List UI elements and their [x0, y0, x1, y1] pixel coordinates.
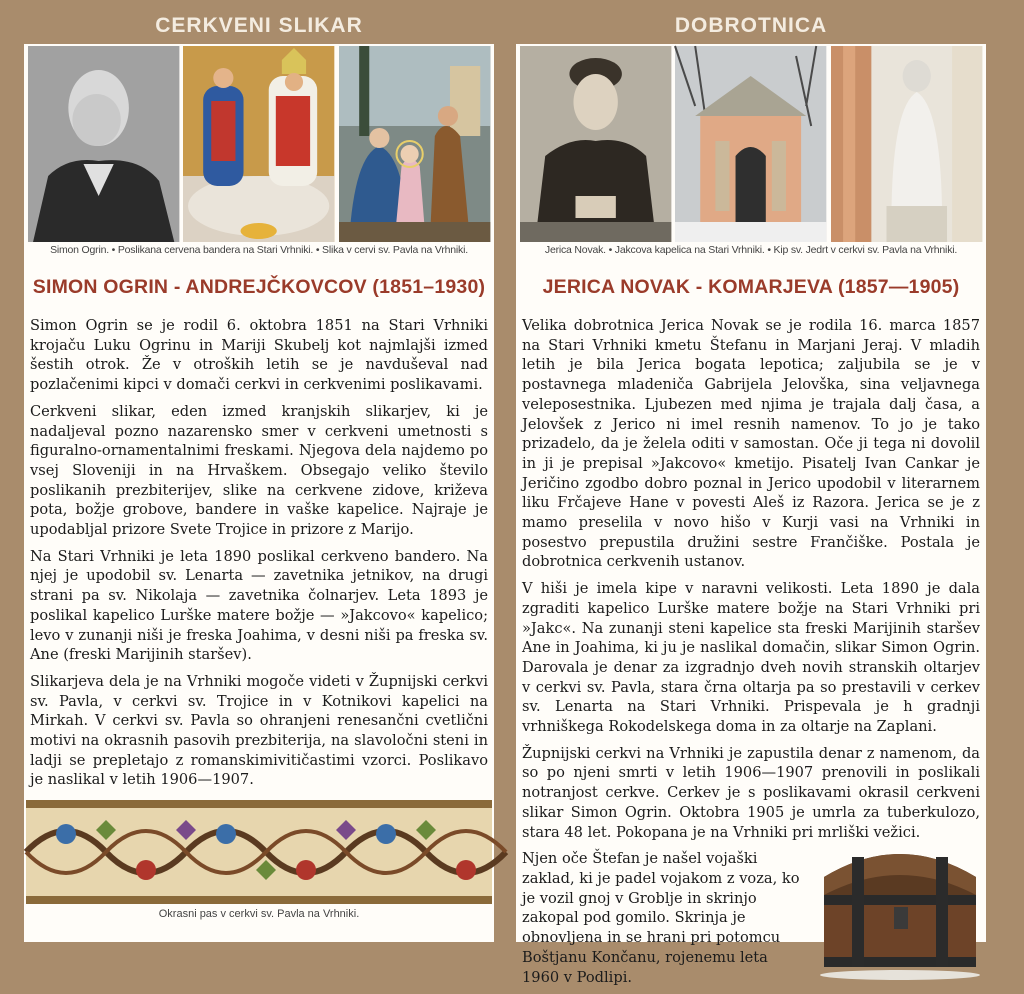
portrait-photo-jerica-novak: [520, 46, 671, 242]
paragraph: Cerkveni slikar, eden izmed kranjskih slikarjev, ki je nadaljeval pozno nazarensko smer v cerkveni umetnosti s figuralno-ornamentalnimi freskami. Njegova dela najdemo po vsej Sloveniji in na Hrvaškem. Obsegajo veliko število poslikanih prezbiterijev, slike na cerkvene zidove, križeva pota, božje grobove, bandere in vaške kapelice. Najraje je upodabljal prizore Svete Trojice in prizore z Marijo.: [30, 402, 488, 539]
paragraph-with-chest: [522, 849, 980, 987]
banner-painting-photo: [183, 46, 334, 242]
chapel-photo: [675, 46, 826, 242]
paragraph: Velika dobrotnica Jerica Novak se je rodila 16. marca 1857 na Stari Vrhniki kmetu Štefanu in Marjani Jeraj. V mladih letih je bila Jerica bogata lepotica; zaljubila se je v postavnega mladeniča Gabrijela Jelovška, sina veljavnega veleposestnika. Ljubezen med njima je trajala dalj časa, a Jelovšek z Jerico ni imel resnih namenov. To jo je tako prizadelo, da je želela oditi v samostan. Oče ji tega ni dovolil in ji je prepisal »Jakcovo« kmetijo. Pisatelj Ivan Cankar je Jeričino zgodbo dobro poznal in Jerico upodobil v literarnem liku Frčajeve Hane v povesti Aleš iz Razora. Jerica se je z mamo preselila v novo hišo v Kurji vasi na Vrhniki in posestvo prepustila družini sestre Frančiške. Postala je dobrotnica cerkvenih ustanov.: [522, 317, 980, 571]
paragraph: Na Stari Vrhniki je leta 1890 poslikal cerkveno bandero. Na njej je upodobil sv. Lenarta — zavetnika jetnikov, na drugi strani pa sv. Nikolaja — zavetnika čolnarjev. Leta 1893 je poslikal kapelico Lurške matere božje — »Jakcovo« kapelico; levo v zunanji niši je freska Joahima, v desni niši pa freska sv. Ane (freski Marijinih staršev).: [30, 547, 488, 664]
paragraph: Župnijski cerkvi na Vrhniki je zapustila denar z namenom, da so po njeni smrti v letih 1906—1907 prenovili in poslikali notranjost cerkve. Cerkev je s poslikavami okrasil cerkveni slikar Simon Ogrin. Oktobra 1905 je umrla za tuberkulozo, stara 48 let. Pokopana je na Vrhniki pri mrliški vežici.: [522, 744, 980, 841]
section-title: DOBROTNICA: [674, 14, 828, 37]
paper-panel: [516, 44, 986, 986]
column-dobrotnica: [516, 0, 986, 986]
photo-captions: Simon Ogrin. • Poslikana cervena bandera na Stari Vrhniki. • Slika v cervi sv. Pavla na Vrhniki.: [50, 244, 468, 256]
article-body: [522, 316, 980, 994]
ornament-caption: Okrasni pas v cerkvi sv. Pavla na Vrhniki.: [158, 908, 360, 920]
section-title: CERKVENI SLIKAR: [155, 14, 363, 37]
paragraph: V hiši je imela kipe v naravni velikosti. Leta 1890 je dala zgraditi kapelico Lurške matere božje na Stari Vrhniki pri »Jakc«. Na zunanji steni kapelice sta freski Marijinih staršev Ane in Joahima, ki ju je naslikal domačin, slikar Simon Ogrin. Darovala je denar za izgradnjo dveh novih stranskih oltarjev v cerkvi sv. Pavla, stara črna oltarja pa so prestavili v cerkev sv. Lenarta na Stari Vrhniki. Prispevala je h gradnji vrhniškega Rokodelskega doma in za oltarje na Zaplani.: [522, 580, 980, 736]
portrait-photo-simon-ogrin: [28, 46, 179, 242]
column-cerkveni-slikar: [24, 0, 494, 966]
church-painting-photo: [339, 46, 490, 242]
treasure-chest-photo: [812, 837, 988, 981]
article-body: [30, 316, 488, 797]
article-heading: SIMON OGRIN - ANDREJČKOVCOV (1851–1930): [32, 276, 486, 298]
paragraph: Slikarjeva dela je na Vrhniki mogoče videti v Župnijski cerkvi sv. Pavla, v cerkvi sv. Trojice in v Kotnikovi kapelici na Mirkah. V cerkvi sv. Pavla so ohranjeni renesančni cvetlični motivi na okrasnih pasovih prezbiterija, na slavoločni steni in ladji se prepletajo z romanskimivitičastimi vzorci. Poslikavo je naslikal v letih 1906—1907.: [30, 672, 488, 789]
paragraph-text: Njen oče Štefan je našel vojaški zaklad, ki je padel vojakom z voza, ko je vozil gnoj v Groblje in skrinjo zakopal pod gomilo. Skrinja je obnovljena in se hrani pri potomcu Boštjanu Končanu, rojenemu leta 1960 v Podlipi.: [522, 850, 800, 986]
paper-panel: [24, 44, 494, 942]
photo-captions: Jerica Novak. • Jakcova kapelica na Stari Vrhniki. • Kip sv. Jedrt v cerkvi sv. Pavla na Vrhniki.: [544, 244, 958, 256]
ornamental-band-photo: [26, 800, 492, 904]
photo-strip: [28, 46, 490, 242]
photo-strip: [520, 46, 982, 242]
statue-photo: [831, 46, 982, 242]
article-heading: JERICA NOVAK - KOMARJEVA (1857—1905): [542, 276, 960, 298]
paragraph: Simon Ogrin se je rodil 6. oktobra 1851 na Stari Vrhniki krojaču Luku Ogrinu in Mariji Skubelj kot najmlajši izmed šestih otrok. Že v otroških letih se je navduševal nad pozlačenimi kipci v domači cerkvi in cerkvenimi poslikavami.: [30, 317, 488, 394]
